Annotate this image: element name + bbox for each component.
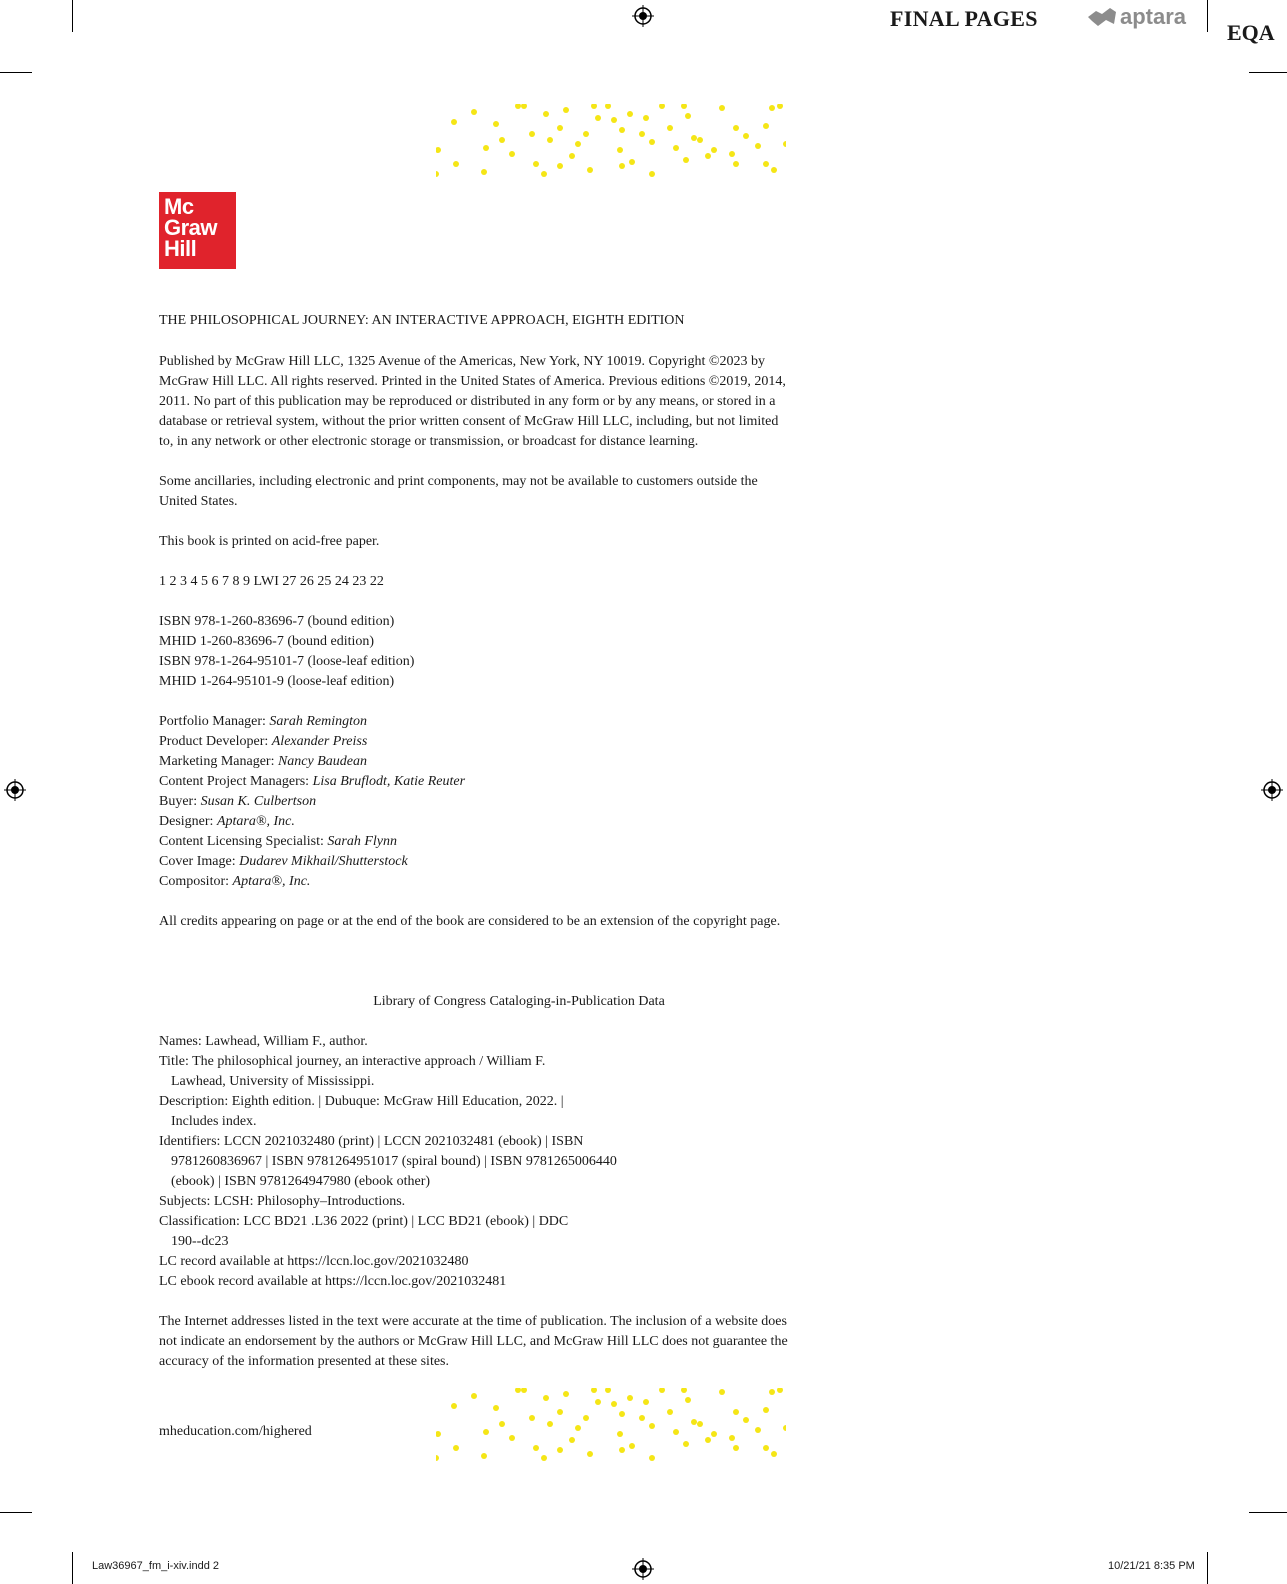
decorative-dot bbox=[673, 145, 679, 151]
decorative-dot bbox=[659, 104, 665, 109]
decorative-dot bbox=[755, 143, 761, 149]
decorative-dot bbox=[733, 125, 739, 131]
decorative-dot bbox=[605, 1388, 611, 1393]
decorative-dot bbox=[705, 153, 711, 159]
decorative-dot bbox=[627, 111, 633, 117]
credit-line bbox=[159, 772, 889, 792]
decorative-dot bbox=[719, 1389, 725, 1395]
isbn-list bbox=[159, 612, 889, 692]
isbn-line: MHID 1-264-95101-9 (loose-leaf edition) bbox=[159, 674, 395, 689]
decorative-dot bbox=[643, 1399, 649, 1405]
decorative-dot bbox=[649, 139, 655, 145]
decorative-dot bbox=[557, 1447, 563, 1453]
isbn-line: MHID 1-260-83696-7 (bound edition) bbox=[159, 634, 375, 649]
decorative-dot bbox=[743, 133, 749, 139]
slug-timestamp: 10/21/21 8:35 PM bbox=[1108, 1560, 1195, 1572]
isbn-line: ISBN 978-1-260-83696-7 (bound edition) bbox=[159, 614, 395, 629]
logo-line: Mc bbox=[164, 194, 194, 219]
cip-line: Title: The philosophical journey, an interactive approach / William F. bbox=[159, 1054, 546, 1069]
decorative-dot bbox=[611, 1401, 617, 1407]
decorative-dot bbox=[683, 157, 689, 163]
decorative-dot bbox=[685, 1397, 691, 1403]
decorative-dot bbox=[681, 1388, 687, 1393]
decorative-dot bbox=[575, 1425, 581, 1431]
decorative-dot bbox=[529, 1415, 535, 1421]
decorative-dot bbox=[733, 1409, 739, 1415]
aptara-wordmark: aptara bbox=[1120, 4, 1187, 29]
crop-mark bbox=[1249, 1512, 1287, 1513]
decorative-dot bbox=[483, 1429, 489, 1435]
internet-disclaimer bbox=[159, 1312, 889, 1372]
decorative-dot bbox=[763, 123, 769, 129]
decorative-dot bbox=[483, 145, 489, 151]
cip-data bbox=[159, 1032, 889, 1292]
credit-role: Cover Image: bbox=[159, 854, 240, 869]
decorative-dot bbox=[649, 1455, 655, 1461]
cip-line: Subjects: LCSH: Philosophy–Introductions. bbox=[159, 1194, 406, 1209]
decorative-dot bbox=[769, 1389, 775, 1395]
decorative-dot bbox=[533, 161, 539, 167]
credit-role: Compositor: bbox=[159, 874, 233, 889]
crop-mark bbox=[1207, 1552, 1208, 1584]
eqa-label: EQA bbox=[1227, 20, 1275, 45]
decorative-dot bbox=[451, 119, 457, 125]
decorative-dot bbox=[769, 105, 775, 111]
aptara-mark-icon bbox=[1088, 8, 1116, 26]
credits-list bbox=[159, 712, 889, 892]
crop-mark bbox=[72, 0, 73, 32]
decorative-dot bbox=[667, 1409, 673, 1415]
credit-role: Designer: bbox=[159, 814, 217, 829]
publication-notice-line: Published by McGraw Hill LLC, 1325 Avenue of the Americas, New York, NY 10019. Copyright ©2023 by bbox=[159, 354, 765, 369]
decorative-dot bbox=[557, 125, 563, 131]
decorative-dot bbox=[697, 137, 703, 143]
decorative-dot bbox=[533, 1445, 539, 1451]
decorative-dot bbox=[711, 147, 717, 153]
decorative-dot bbox=[673, 1429, 679, 1435]
decorative-dot bbox=[509, 1435, 515, 1441]
aptara-logo bbox=[1088, 4, 1186, 30]
credit-name: Alexander Preiss bbox=[271, 734, 368, 749]
decorative-dot bbox=[569, 153, 575, 159]
publication-notice-line: database or retrieval system, without the prior written consent of McGraw Hill LLC, including, but not limited bbox=[159, 414, 779, 429]
decorative-dot bbox=[591, 1388, 597, 1393]
decorative-dot bbox=[733, 161, 739, 167]
credit-line bbox=[159, 852, 889, 872]
credit-line bbox=[159, 732, 889, 752]
decorative-dot bbox=[783, 1425, 786, 1431]
registration-mark-icon bbox=[632, 1558, 654, 1580]
decorative-dot bbox=[771, 167, 777, 173]
decorative-dot bbox=[619, 163, 625, 169]
decorative-dot bbox=[643, 115, 649, 121]
decorative-dot bbox=[627, 1395, 633, 1401]
decorative-dot bbox=[617, 1431, 623, 1437]
cip-line: Classification: LCC BD21 .L36 2022 (print) | LCC BD21 (ebook) | DDC bbox=[159, 1214, 569, 1229]
decorative-dot bbox=[547, 137, 553, 143]
credit-role: Product Developer: bbox=[159, 734, 272, 749]
book-title: THE PHILOSOPHICAL JOURNEY: AN INTERACTIVE APPROACH, EIGHTH EDITION bbox=[159, 313, 685, 328]
decorative-dot bbox=[649, 171, 655, 177]
decorative-dot bbox=[493, 1405, 499, 1411]
slug-filename: Law36967_fm_i-xiv.indd 2 bbox=[92, 1560, 219, 1572]
publication-notice-line: McGraw Hill LLC. All rights reserved. Printed in the United States of America. Previous editions ©2019, 2014, bbox=[159, 374, 786, 389]
decorative-dot bbox=[557, 163, 563, 169]
decorative-dot bbox=[436, 1431, 441, 1437]
decorative-dot bbox=[529, 131, 535, 137]
credit-name: Aptara®, Inc. bbox=[216, 814, 295, 829]
decorative-dot bbox=[547, 1421, 553, 1427]
ancillaries-line: United States. bbox=[159, 494, 238, 509]
decorative-dot bbox=[733, 1445, 739, 1451]
decorative-dot bbox=[583, 131, 589, 137]
ancillaries-line: Some ancillaries, including electronic and print components, may not be available to customers outside the bbox=[159, 474, 758, 489]
decorative-dot bbox=[451, 1403, 457, 1409]
logo-line: Graw bbox=[164, 215, 218, 240]
decorative-dot bbox=[729, 1435, 735, 1441]
cip-heading: Library of Congress Cataloging-in-Publication Data bbox=[373, 994, 665, 1009]
decorative-dot bbox=[499, 137, 505, 143]
decorative-dot bbox=[471, 1393, 477, 1399]
credit-role: Portfolio Manager: bbox=[159, 714, 270, 729]
decorative-dot bbox=[681, 104, 687, 109]
registration-mark-icon bbox=[632, 5, 654, 27]
decorative-dot bbox=[697, 1421, 703, 1427]
decorative-dot bbox=[587, 1451, 593, 1457]
decorative-dot bbox=[569, 1437, 575, 1443]
decorative-dot bbox=[629, 159, 635, 165]
final-pages-label: FINAL PAGES bbox=[890, 6, 1038, 31]
credit-role: Content Licensing Specialist: bbox=[159, 834, 328, 849]
ancillaries-notice bbox=[159, 472, 889, 512]
decorative-dot bbox=[619, 127, 625, 133]
decorative-dot bbox=[729, 151, 735, 157]
disclaimer-line: accuracy of the information presented at these sites. bbox=[159, 1354, 449, 1369]
logo-line: Hill bbox=[164, 236, 197, 261]
decorative-dot bbox=[743, 1417, 749, 1423]
decorative-dot bbox=[777, 104, 783, 109]
decorative-dot bbox=[591, 104, 597, 109]
decorative-dot bbox=[515, 104, 521, 109]
decorative-dot bbox=[685, 113, 691, 119]
credit-name: Sarah Flynn bbox=[327, 834, 397, 849]
credit-line bbox=[159, 752, 889, 772]
decorative-dot bbox=[563, 107, 569, 113]
publication-notice-line: 2011. No part of this publication may be reproduced or distributed in any form or by any means, or stored in a bbox=[159, 394, 776, 409]
cip-line: Names: Lawhead, William F., author. bbox=[159, 1034, 368, 1049]
crop-mark bbox=[0, 1512, 32, 1513]
disclaimer-line: The Internet addresses listed in the text were accurate at the time of publication. The inclusion of a website does bbox=[159, 1314, 787, 1329]
crop-mark bbox=[72, 1552, 73, 1584]
cip-line: Identifiers: LCCN 2021032480 (print) | LCCN 2021032481 (ebook) | ISBN bbox=[159, 1134, 584, 1149]
decorative-dot-pattern bbox=[436, 1388, 786, 1466]
acid-free-notice: This book is printed on acid-free paper. bbox=[159, 534, 380, 549]
decorative-dot bbox=[575, 141, 581, 147]
decorative-dot bbox=[481, 169, 487, 175]
decorative-dot bbox=[763, 1445, 769, 1451]
credit-line bbox=[159, 712, 889, 732]
decorative-dot bbox=[521, 1388, 527, 1393]
decorative-dot bbox=[691, 1419, 697, 1425]
decorative-dot bbox=[541, 171, 547, 177]
decorative-dot bbox=[667, 125, 673, 131]
credit-name: Sarah Remington bbox=[269, 714, 368, 729]
decorative-dot bbox=[453, 161, 459, 167]
decorative-dot bbox=[755, 1427, 761, 1433]
credit-name: Aptara®, Inc. bbox=[232, 874, 311, 889]
decorative-dot bbox=[649, 1423, 655, 1429]
decorative-dot bbox=[436, 147, 441, 153]
decorative-dot bbox=[691, 135, 697, 141]
credit-line bbox=[159, 832, 889, 852]
decorative-dot bbox=[763, 1407, 769, 1413]
decorative-dot bbox=[563, 1391, 569, 1397]
decorative-dot bbox=[521, 104, 527, 109]
credit-name: Nancy Baudean bbox=[277, 754, 367, 769]
cip-line: LC record available at https://lccn.loc.gov/2021032480 bbox=[159, 1254, 469, 1269]
decorative-dot bbox=[499, 1421, 505, 1427]
decorative-dot bbox=[543, 1395, 549, 1401]
decorative-dot bbox=[557, 1409, 563, 1415]
decorative-dot bbox=[509, 151, 515, 157]
decorative-dot bbox=[639, 1415, 645, 1421]
decorative-dot bbox=[777, 1388, 783, 1393]
credit-name: Susan K. Culbertson bbox=[200, 794, 317, 809]
credit-line bbox=[159, 792, 889, 812]
crop-mark bbox=[1207, 0, 1208, 32]
decorative-dot-pattern bbox=[436, 104, 786, 182]
decorative-dot bbox=[436, 1455, 439, 1461]
credit-role: Buyer: bbox=[159, 794, 201, 809]
cip-line: LC ebook record available at https://lccn.loc.gov/2021032481 bbox=[159, 1274, 507, 1289]
decorative-dot bbox=[611, 117, 617, 123]
decorative-dot bbox=[763, 161, 769, 167]
crop-mark bbox=[1249, 72, 1287, 73]
decorative-dot bbox=[719, 105, 725, 111]
cip-line: Includes index. bbox=[171, 1114, 257, 1129]
credits-note: All credits appearing on page or at the end of the book are considered to be an extension of the copyright page. bbox=[159, 914, 781, 929]
decorative-dot bbox=[619, 1411, 625, 1417]
decorative-dot bbox=[453, 1445, 459, 1451]
mcgraw-hill-logo bbox=[159, 192, 236, 269]
decorative-dot bbox=[659, 1388, 665, 1393]
decorative-dot bbox=[587, 167, 593, 173]
decorative-dot bbox=[639, 131, 645, 137]
credit-line bbox=[159, 872, 889, 892]
footer-url: mheducation.com/highered bbox=[159, 1424, 312, 1439]
decorative-dot bbox=[629, 1443, 635, 1449]
decorative-dot bbox=[705, 1437, 711, 1443]
cip-line: Lawhead, University of Mississippi. bbox=[171, 1074, 375, 1089]
credit-role: Marketing Manager: bbox=[159, 754, 278, 769]
print-line: 1 2 3 4 5 6 7 8 9 LWI 27 26 25 24 23 22 bbox=[159, 574, 384, 589]
publication-notice bbox=[159, 352, 889, 452]
decorative-dot bbox=[583, 1415, 589, 1421]
decorative-dot bbox=[471, 109, 477, 115]
cip-line: 190--dc23 bbox=[171, 1234, 229, 1249]
credit-name: Lisa Bruflodt, Katie Reuter bbox=[312, 774, 466, 789]
decorative-dot bbox=[783, 141, 786, 147]
decorative-dot bbox=[436, 171, 439, 177]
decorative-dot bbox=[711, 1431, 717, 1437]
decorative-dot bbox=[619, 1447, 625, 1453]
cip-line: Description: Eighth edition. | Dubuque: McGraw Hill Education, 2022. | bbox=[159, 1094, 564, 1109]
decorative-dot bbox=[541, 1455, 547, 1461]
credit-name: Dudarev Mikhail/Shutterstock bbox=[239, 854, 408, 869]
decorative-dot bbox=[515, 1388, 521, 1393]
decorative-dot bbox=[481, 1453, 487, 1459]
publication-notice-line: to, in any network or other electronic storage or transmission, or broadcast for distance learning. bbox=[159, 434, 699, 449]
registration-mark-icon bbox=[4, 779, 26, 801]
decorative-dot bbox=[595, 1399, 601, 1405]
decorative-dot bbox=[605, 104, 611, 109]
cip-line: 9781260836967 | ISBN 9781264951017 (spiral bound) | ISBN 9781265006440 bbox=[171, 1154, 617, 1169]
decorative-dot bbox=[771, 1451, 777, 1457]
decorative-dot bbox=[617, 147, 623, 153]
decorative-dot bbox=[595, 115, 601, 121]
credit-role: Content Project Managers: bbox=[159, 774, 313, 789]
isbn-line: ISBN 978-1-264-95101-7 (loose-leaf edition) bbox=[159, 654, 415, 669]
registration-mark-icon bbox=[1261, 779, 1283, 801]
decorative-dot bbox=[683, 1441, 689, 1447]
cip-line: (ebook) | ISBN 9781264947980 (ebook other) bbox=[171, 1174, 431, 1189]
credit-line bbox=[159, 812, 889, 832]
copyright-content bbox=[159, 311, 889, 1392]
decorative-dot bbox=[543, 111, 549, 117]
disclaimer-line: not indicate an endorsement by the authors or McGraw Hill LLC, and McGraw Hill LLC does not guarantee the bbox=[159, 1334, 788, 1349]
crop-mark bbox=[0, 72, 32, 73]
decorative-dot bbox=[493, 121, 499, 127]
